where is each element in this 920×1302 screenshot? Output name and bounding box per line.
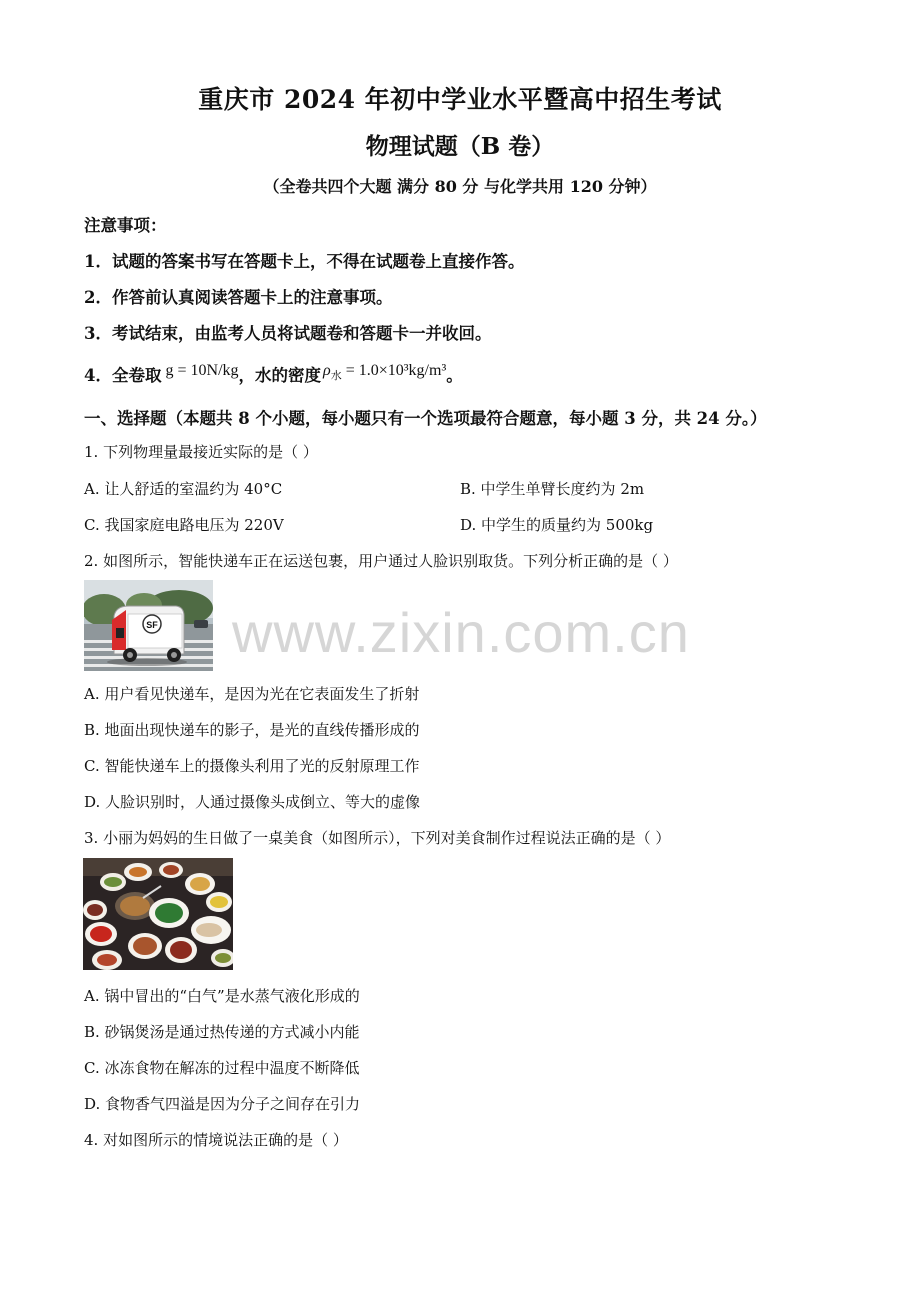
delivery-vehicle-photo <box>84 580 213 671</box>
sf-logo: SF <box>146 620 158 630</box>
note-item-3: 3．考试结束，由监考人员将试题卷和答题卡一并收回。 <box>84 324 492 343</box>
question-2-option-b: B. 地面出现快递车的影子，是光的直线传播形成的 <box>84 721 420 739</box>
question-4-stem: 4. 对如图所示的情境说法正确的是（ ） <box>84 1131 348 1149</box>
question-3-option-b: B. 砂锅煲汤是通过热传递的方式减小内能 <box>84 1023 360 1041</box>
note-item-4-mid: ，水的密度 <box>238 366 322 385</box>
question-1-option-c: C. 我国家庭电路电压为 220V <box>84 516 284 534</box>
density-formula <box>323 362 447 382</box>
question-1-option-b: B. 中学生单臂长度约为 2m <box>460 480 645 498</box>
note-item-1: 1．试题的答案书写在答题卡上，不得在试题卷上直接作答。 <box>84 252 525 271</box>
note-item-4-prefix: 4．全卷取 <box>84 366 162 385</box>
question-2-option-d: D. 人脸识别时，人通过摄像头成倒立、等大的虚像 <box>84 793 421 811</box>
gravity-formula: g = 10N/kg <box>165 362 239 379</box>
question-2-option-a: A. 用户看见快递车，是因为光在它表面发生了折射 <box>84 685 420 703</box>
section-heading: 一、选择题（本题共 8 个小题，每小题只有一个选项最符合题意，每小题 3 分，共 24 分。） <box>84 409 767 428</box>
exam-info: （全卷共四个大题 满分 80 分 与化学共用 120 分钟） <box>263 177 657 196</box>
birthday-dinner-photo <box>83 858 233 970</box>
question-2-stem: 2. 如图所示，智能快递车正在运送包裹，用户通过人脸识别取货。下列分析正确的是（ ） <box>84 552 678 570</box>
question-3-stem: 3. 小丽为妈妈的生日做了一桌美食（如图所示），下列对美食制作过程说法正确的是（ ） <box>84 829 671 847</box>
question-3-option-c: C. 冰冻食物在解冻的过程中温度不断降低 <box>84 1059 360 1077</box>
question-1-stem: 1. 下列物理量最接近实际的是（ ） <box>84 443 318 461</box>
exam-title: 重庆市 2024 年初中学业水平暨高中招生考试 <box>198 85 722 114</box>
notes-heading: 注意事项： <box>84 216 167 235</box>
question-2-option-c: C. 智能快递车上的摄像头利用了光的反射原理工作 <box>84 757 420 775</box>
question-1-option-d: D. 中学生的质量约为 500kg <box>460 516 654 534</box>
exam-subtitle: 物理试题（B 卷） <box>365 133 555 160</box>
question-3-option-d: D. 食物香气四溢是因为分子之间存在引力 <box>84 1095 361 1113</box>
question-3-option-a: A. 锅中冒出的“白气”是水蒸气液化形成的 <box>84 987 360 1005</box>
note-item-4 <box>84 362 463 386</box>
rho-symbol: ρ <box>323 362 331 379</box>
question-1-option-a: A. 让人舒适的室温约为 40°C <box>84 480 283 498</box>
watermark: www.zixin.com.cn <box>232 601 690 664</box>
note-item-2: 2．作答前认真阅读答题卡上的注意事项。 <box>84 288 393 307</box>
note-item-4-end: 。 <box>446 366 463 385</box>
rho-value: = 1.0×10³kg/m³ <box>345 362 447 379</box>
rho-subscript: 水 <box>330 370 342 382</box>
